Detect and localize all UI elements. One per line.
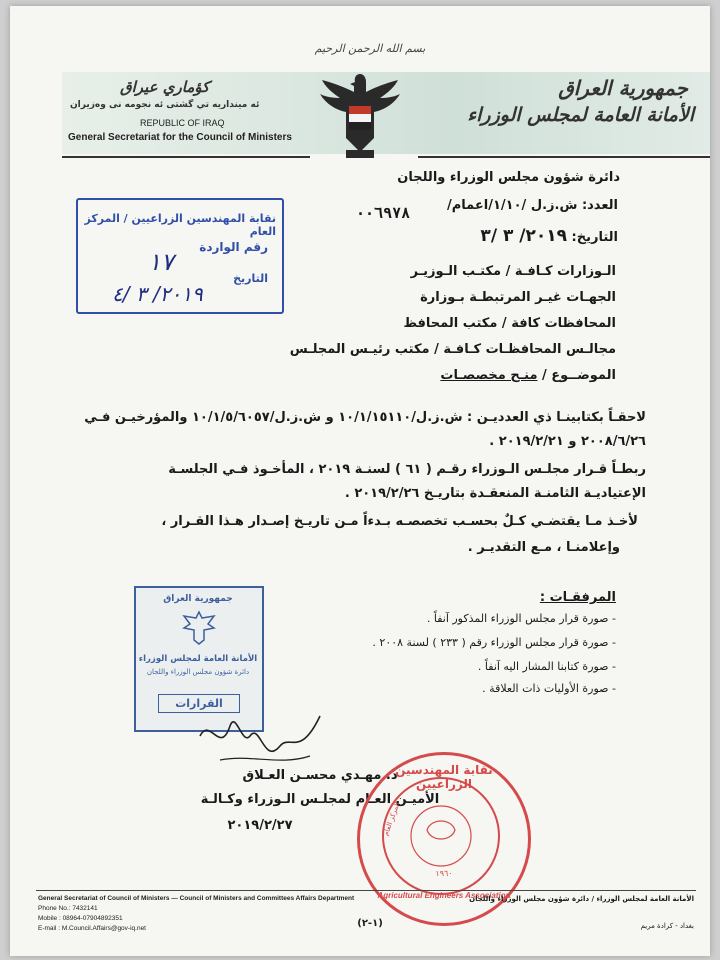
recipient-2: الجهـات غيـر المرتبطـة بـوزارة <box>420 290 616 305</box>
document-page <box>10 6 710 956</box>
footer-ar-line: الأمانة العامة لمجلس الوزراء / دائرة شؤون مجلس الوزراء واللجان <box>469 895 694 903</box>
received-stamp-no-label: رقم الواردة <box>199 240 268 254</box>
header-ku-line1: كؤماري عيراق <box>120 78 210 96</box>
attachment-text: صورة قرار مجلس الوزراء رقم ( ٢٣٣ ) لسنة ٢٠٠٨ . <box>372 636 609 649</box>
ref-number-label: العدد: <box>581 198 618 213</box>
subject-value: منـح مخصصـات <box>440 368 538 383</box>
footer-ar-address: بغداد - كرادة مريم <box>640 922 694 930</box>
attachments-label: المرفقـات : <box>539 590 616 605</box>
attachment-bullet: - <box>608 682 616 695</box>
received-stamp-date-label: التاريخ <box>233 272 268 285</box>
attachment-3 <box>316 660 616 673</box>
iraq-eagle-emblem-icon <box>320 68 400 164</box>
paragraph-line-1: لاحقـاً بكتابينـا ذي العدديـن : ش.ز.ل/١٠/١/١٥١١٠ و ش.ز.ل/١٠/١/٥/٦٠٥٧ والمؤرخيـن فـي <box>84 410 646 425</box>
received-stamp-no: ١٧ <box>148 248 174 276</box>
recipient-1: الـوزارات كـافـة / مكتـب الـوزيـر <box>410 264 616 279</box>
union-stamp-center: المركز العام <box>381 801 402 837</box>
header-divider-left <box>62 156 310 158</box>
decisions-stamp-line1: جمهورية العراق <box>163 594 233 604</box>
decisions-stamp-line4: القرارات <box>158 694 240 713</box>
attachment-text: صورة قرار مجلس الوزراء المذكور آنفاً . <box>426 612 609 625</box>
subject-label: الموضــوع / <box>542 368 616 383</box>
paragraph-line-3: ربطـاً قـرار مجلـس الـوزراء رقـم ( ٦١ ) لسنـة ٢٠١٩ ، المأخـوذ فـي الجلسـة <box>168 462 646 477</box>
union-stamp-english: Agricultural Engineers Association <box>377 891 511 900</box>
footer-mobile: Mobile : 08964-07904892351 <box>38 915 123 922</box>
footer-email[interactable]: E-mail : M.Council.Affairs@gov-iq.net <box>38 925 146 932</box>
signatory-date: ٢٠١٩/٢/٢٧ <box>227 818 293 833</box>
ref-date-value: ٢٠١٩/ ٣ /٣ <box>480 226 567 246</box>
footer-phone: Phone No.: 7432141 <box>38 905 98 912</box>
decisions-stamp-line2: الأمانة العامة لمجلس الوزراء <box>138 654 258 664</box>
ref-serial: ٠٠٦٩٧٨ <box>356 204 411 222</box>
subject <box>236 368 616 383</box>
decisions-stamp-line3: دائرة شؤون مجلس الوزراء واللجان <box>146 668 250 676</box>
attachment-4 <box>316 682 616 695</box>
ref-number-value: ش.ز.ل /١/١٠/اعمام/ <box>447 198 578 213</box>
footer-divider <box>36 890 696 891</box>
footer-en-line: General Secretariat of Council of Ministers — Council of Ministers and Committees Affairs Department <box>38 895 355 902</box>
union-stamp-arabic: نقابة المهندسين الزراعيين <box>395 763 493 791</box>
attachment-2 <box>316 636 616 649</box>
department-name: دائرة شؤون مجلس الوزراء واللجان <box>397 170 620 185</box>
signatory-name: د. مهـدي محسـن العـلاق <box>242 768 398 783</box>
signature-scribble <box>190 696 330 776</box>
signatory-title: الأميـن العـام لمجلـس الـوزراء وكـالـة <box>200 792 440 807</box>
recipient-4: مجالـس المحافظـات كـافـة / مكتب رئيـس المجلـس <box>289 342 616 357</box>
header-en-line1: REPUBLIC OF IRAQ <box>140 118 225 128</box>
attachment-bullet: - <box>608 636 616 649</box>
attachment-1 <box>316 612 616 625</box>
header-ku-line2: ئه مينداريه تي گشتى ئه نجومه نى وەزيران <box>70 100 260 110</box>
decisions-stamp-emblem-icon <box>182 610 216 646</box>
ref-date <box>358 226 618 246</box>
attachment-bullet: - <box>608 660 616 673</box>
header-ar-line1: جمهورية العراق <box>558 76 688 100</box>
attachment-text: صورة الأوليات ذات العلاقة . <box>482 682 609 695</box>
header-ar-line2: الأمانة العامة لمجلس الوزراء <box>467 104 694 126</box>
paragraph-line-6: وإعلامنـا ، مـع التقديـر . <box>467 540 620 555</box>
received-stamp-date: ٢٠١٩/ ٣ /٤ <box>112 282 203 306</box>
header-en-line2: General Secretariat for the Council of Ministers <box>68 132 292 143</box>
basmala: بسم الله الرحمن الرحيم <box>314 42 426 55</box>
paragraph-line-4: الإعتياديـة الثامنـة المنعقـدة بتاريـخ ٢٠١٩/٢/٢٦ . <box>344 486 646 501</box>
paragraph-line-5: لأخـذ مـا يقتضـي كـلٌ بحسـب تخصصـه بـدءاً مـن تاريـخ إصـدار هـذا القـرار ، <box>161 514 638 529</box>
attachment-text: صورة كتابنا المشار اليه آنفاً . <box>477 660 609 673</box>
received-stamp-title: نقابة المهندسين الزراعيين / المركز العام <box>84 212 276 238</box>
page-number: (١-٢) <box>357 918 383 929</box>
paragraph-line-2: ٢٠٠٨/٦/٢٦ و ٢٠١٩/٢/٢١ . <box>489 434 646 449</box>
header-divider-right <box>418 156 710 158</box>
union-stamp-year: ١٩٦٠ <box>435 869 453 878</box>
recipient-3: المحافظات كافة / مكتب المحافظ <box>403 316 616 331</box>
ref-date-label: التاريخ: <box>571 230 618 245</box>
attachment-bullet: - <box>608 612 616 625</box>
